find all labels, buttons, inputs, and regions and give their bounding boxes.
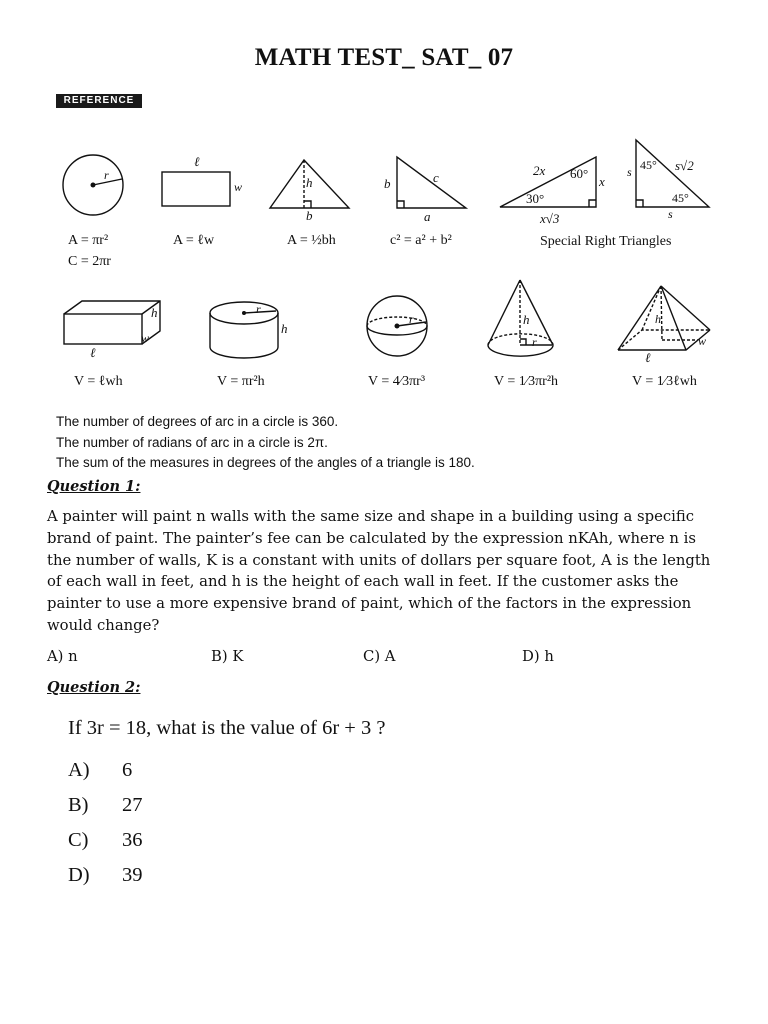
question2-option-a[interactable] <box>68 759 132 782</box>
formula-circle-circumference: C = 2πr <box>68 254 111 269</box>
label-tri-h: h <box>306 175 313 190</box>
label-30-sixty: 60° <box>570 166 589 181</box>
label-right-a: a <box>424 209 431 224</box>
formula-pythagorean: c² = a² + b² <box>390 233 452 248</box>
question1-line: would change? <box>47 616 160 634</box>
formula-triangle-area: A = ½bh <box>287 233 336 248</box>
question2-stem: If 3r = 18, what is the value of 6r + 3 ? <box>68 717 386 739</box>
label-pyr-h: h <box>655 312 661 326</box>
question2-option-b[interactable] <box>68 794 143 817</box>
label-box-w: w <box>141 331 150 345</box>
right-triangle-figure <box>397 157 466 208</box>
triangle-30-60-90-figure <box>500 157 596 207</box>
label-pyr-w: w <box>698 334 707 348</box>
label-box-h: h <box>151 305 158 320</box>
option-value: 6 <box>122 759 133 781</box>
option-value: 27 <box>122 794 143 816</box>
label-30-2x: 2x <box>533 163 546 178</box>
formula-box-volume: V = ℓwh <box>74 374 123 389</box>
question1-option-b[interactable]: B) K <box>211 648 244 665</box>
label-30-thirty: 30° <box>526 191 545 206</box>
option-value: 39 <box>122 864 143 886</box>
question1-line: painter to use a more expensive brand of paint, which of the factors in the expression <box>47 595 692 613</box>
label-circle-r: r <box>104 168 109 182</box>
formula-circle-area: A = πr² <box>68 233 109 248</box>
label-30-x: x <box>599 174 605 189</box>
cylinder-figure <box>210 302 278 358</box>
label-cone-r: r <box>532 335 537 349</box>
question1-option-c[interactable]: C) A <box>363 648 396 665</box>
fact-degrees: The number of degrees of arc in a circle is 360. <box>56 414 339 429</box>
question1-heading: Question 1: <box>47 478 141 495</box>
page-title: MATH TEST_ SAT_ 07 <box>254 44 514 71</box>
option-label: A) <box>68 759 90 781</box>
special-right-triangles-label: Special Right Triangles <box>540 234 672 249</box>
pyramid-figure <box>618 286 710 350</box>
question1-body <box>47 506 737 637</box>
fact-triangle-sum: The sum of the measures in degrees of the angles of a triangle is 180. <box>56 455 475 470</box>
label-cone-h: h <box>523 312 530 327</box>
cone-figure <box>488 280 553 356</box>
question1-line: A painter will paint n walls with the same size and shape in a building using a specific <box>47 508 695 525</box>
question2-option-c[interactable] <box>68 829 143 852</box>
formula-rect-area: A = ℓw <box>173 233 215 248</box>
reference-figures <box>0 0 768 410</box>
label-sph-r: r <box>409 312 414 326</box>
question2-heading: Question 2: <box>47 679 141 696</box>
label-45-s-bottom: s <box>668 207 673 221</box>
formula-cone-volume: V = 1⁄3πr²h <box>494 374 559 389</box>
option-value: 36 <box>122 829 143 851</box>
reference-facts <box>56 412 475 474</box>
label-cyl-r: r <box>256 302 261 316</box>
label-right-b: b <box>384 176 391 191</box>
label-cyl-h: h <box>281 321 288 336</box>
label-tri-b: b <box>306 208 313 223</box>
label-pyr-l: ℓ <box>645 350 651 365</box>
label-45-sroot2: s√2 <box>675 158 694 173</box>
option-label: D) <box>68 864 90 886</box>
formula-sphere-volume: V = 4⁄3πr³ <box>368 374 426 389</box>
label-rect-w: w <box>234 180 243 194</box>
question1-option-d[interactable]: D) h <box>522 648 554 665</box>
question1-option-a[interactable]: A) n <box>47 648 78 665</box>
question1-line: the number of walls, K is a constant with units of dollars per square foot, A is the length <box>47 551 711 569</box>
question1-line: brand of paint. The painter’s fee can be calculated by the expression nKAh, where n is <box>47 529 696 547</box>
fact-radians: The number of radians of arc in a circle is 2π. <box>56 434 328 450</box>
option-label: B) <box>68 794 89 816</box>
reference-badge: REFERENCE <box>56 94 142 108</box>
question1-line: of each wall in feet, and h is the height of each wall in feet. If the customer asks the <box>47 573 679 591</box>
formula-pyramid-volume: V = 1⁄3ℓwh <box>632 374 697 389</box>
label-45-bottom: 45° <box>672 191 689 205</box>
rectangle-figure <box>162 172 230 206</box>
question2-option-d[interactable] <box>68 864 143 887</box>
label-30-xroot3: x√3 <box>540 211 560 226</box>
formula-cylinder-volume: V = πr²h <box>217 374 265 389</box>
label-box-l: ℓ <box>90 345 96 360</box>
label-right-c: c <box>433 170 439 185</box>
option-label: C) <box>68 829 89 851</box>
label-45-s-left: s <box>627 165 632 179</box>
label-rect-l: ℓ <box>194 154 200 169</box>
label-45-top: 45° <box>640 158 657 172</box>
